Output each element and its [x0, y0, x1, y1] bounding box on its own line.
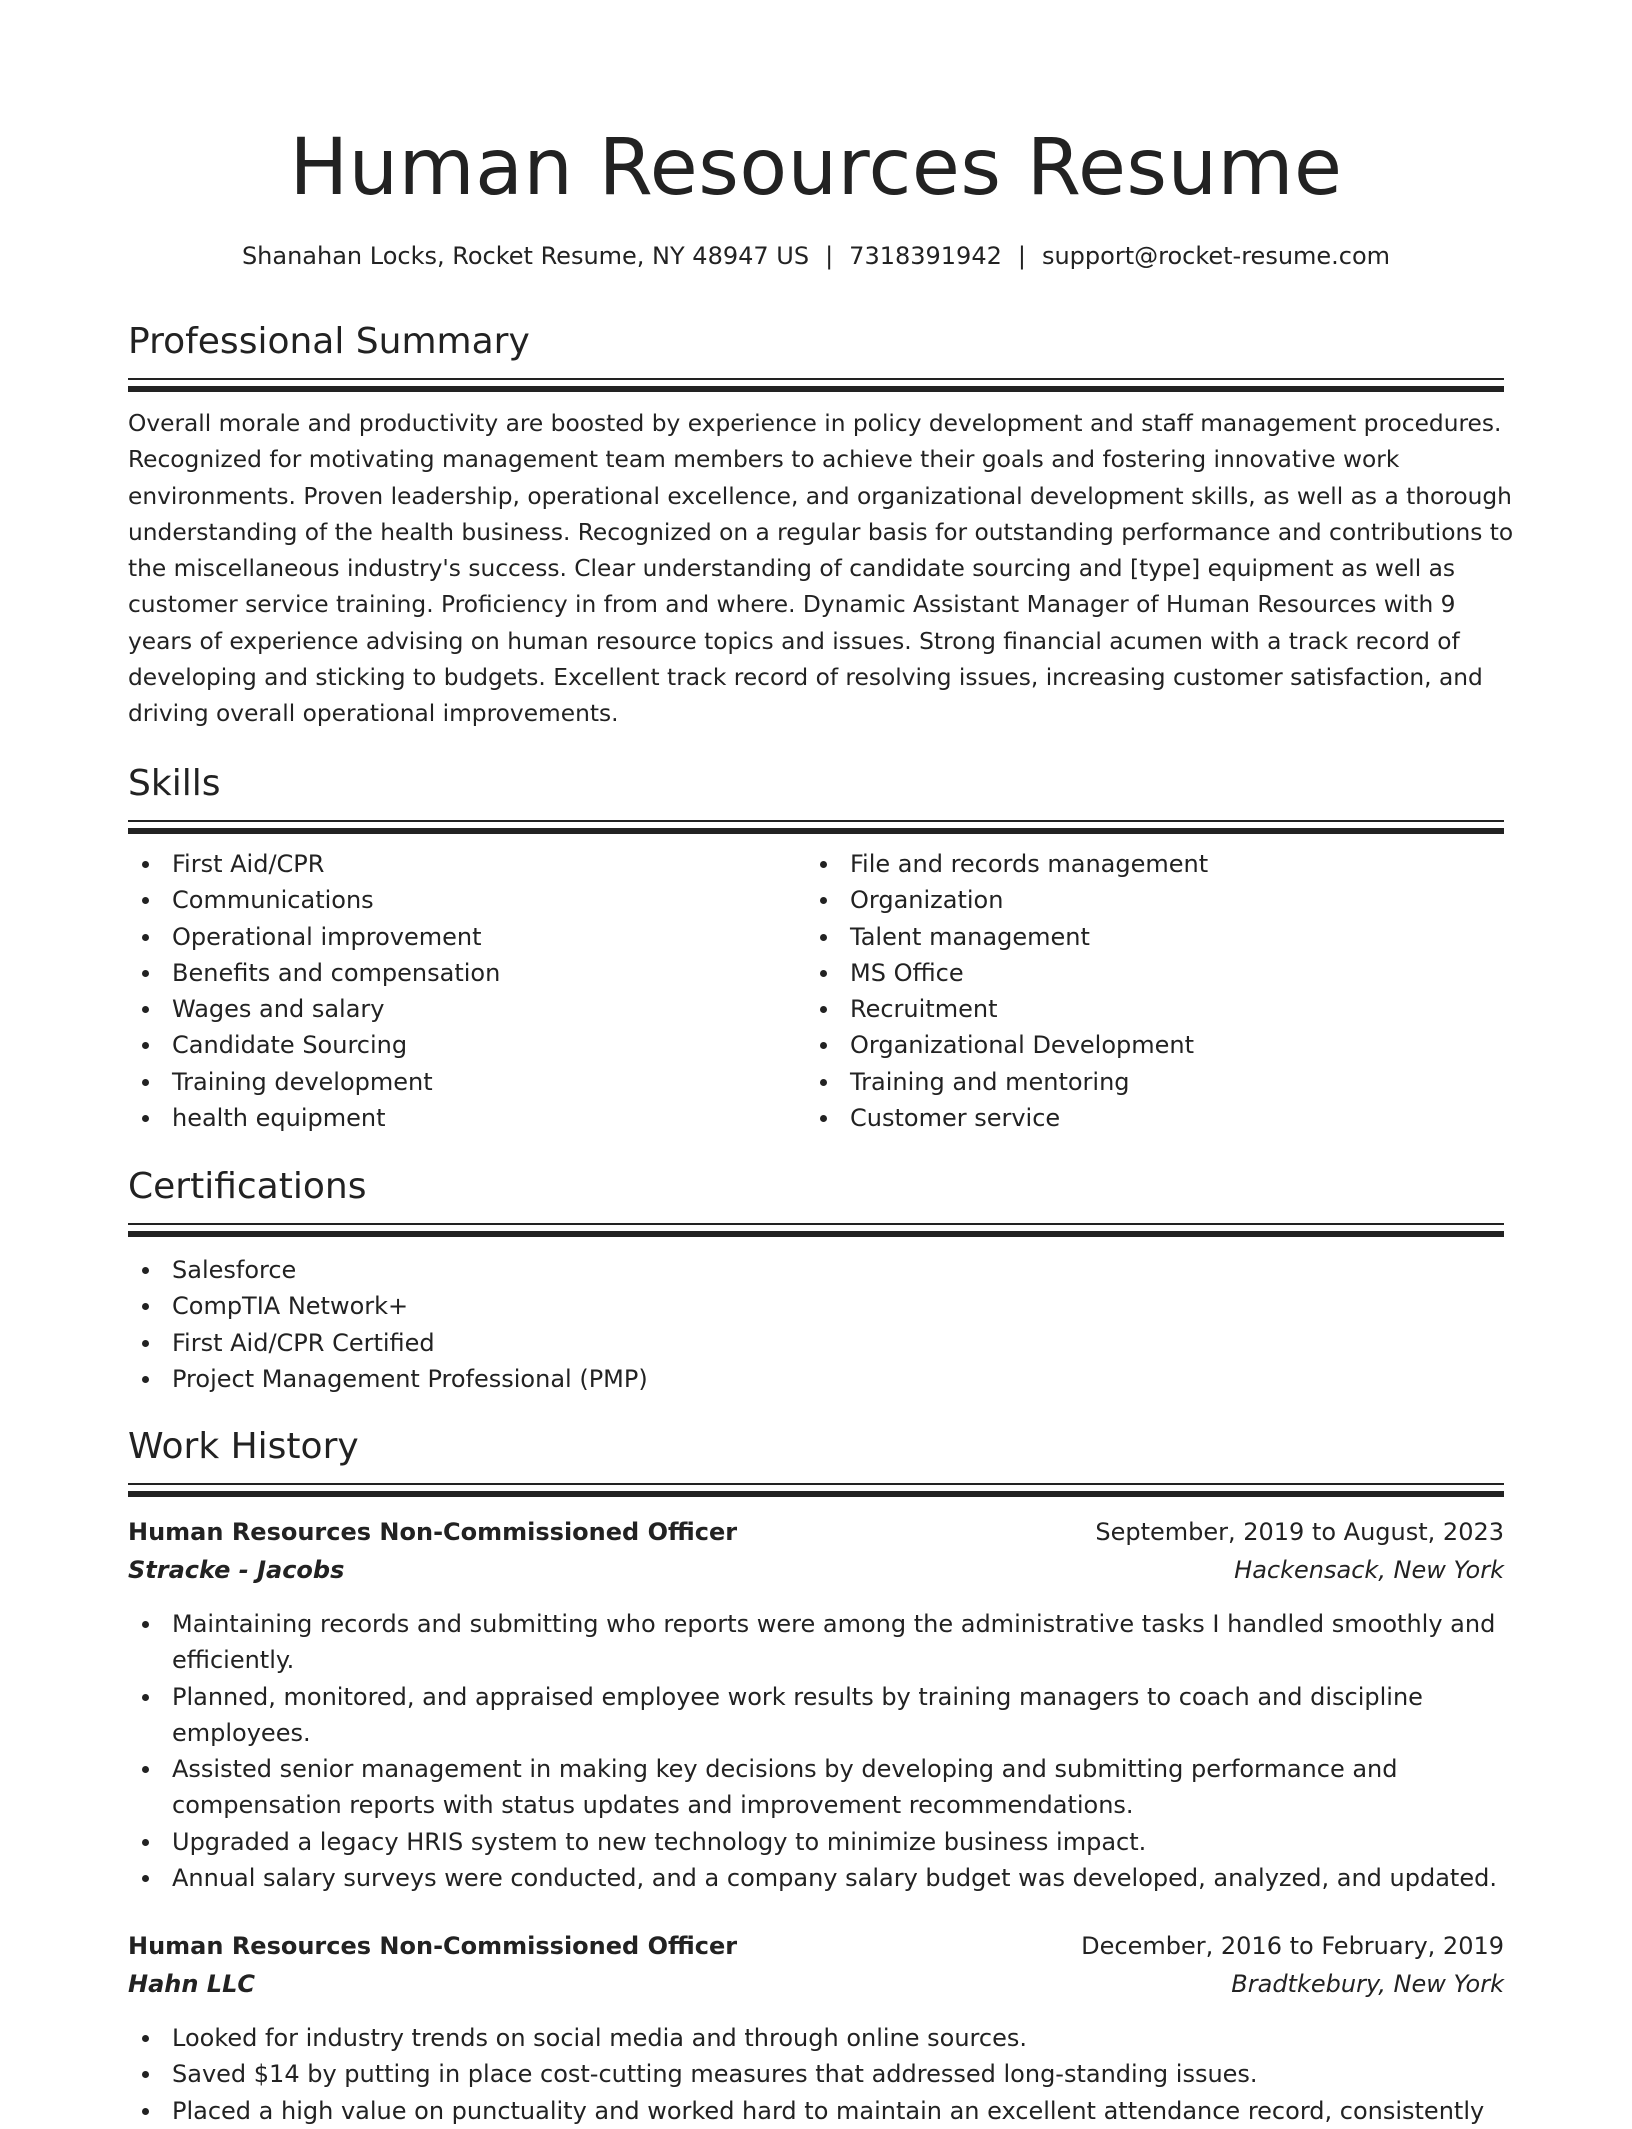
section-heading-skills: Skills [128, 763, 221, 804]
work-history-section [128, 1423, 1504, 1497]
job-title: Human Resources Non-Commissioned Officer [128, 1932, 738, 1960]
job-dates: December, 2016 to February, 2019 [1081, 1932, 1504, 1960]
job-bullet [128, 1860, 1504, 1896]
certifications-list [128, 1252, 1504, 1397]
job-bullet-line: efficiently. [172, 1646, 295, 1675]
skill-item: Organization [806, 882, 1466, 918]
skills-column-right [806, 846, 1466, 1136]
skill-item: Organizational Development [806, 1027, 1466, 1063]
skill-item: Candidate Sourcing [128, 1027, 788, 1063]
job-bullet [128, 2093, 1504, 2129]
summary-text [128, 406, 1514, 733]
contact-separator: | [1017, 242, 1026, 270]
skill-item: health equipment [128, 1100, 788, 1136]
job-location: Bradtkebury, New York [1231, 1970, 1504, 1998]
job-bullet-line: Maintaining records and submitting who reports were among the administrative tasks I handled smoothly and [172, 1610, 1496, 1638]
skill-item: Recruitment [806, 991, 1466, 1027]
summary-line: customer service training. Proficiency in from and where. Dynamic Assistant Manager of Human Resources with 9 [128, 591, 1456, 619]
skills-section [128, 760, 1504, 834]
job-bullet [128, 1824, 1504, 1860]
job-bullet-line: Saved $14 by putting in place cost-cutting measures that addressed long-standing issues. [172, 2060, 1258, 2089]
summary-line: Recognized for motivating management team members to achieve their goals and fostering innovative work [128, 446, 1400, 474]
section-heading-work-history: Work History [128, 1426, 359, 1467]
job-bullet-line: Looked for industry trends on social media and through online sources. [172, 2024, 1027, 2052]
skill-item: Talent management [806, 919, 1466, 955]
job-bullet [128, 1606, 1504, 1679]
summary-line: Overall morale and productivity are boosted by experience in policy development and staff management procedures. [128, 410, 1502, 437]
job-bullet-line: Annual salary surveys were conducted, and a company salary budget was developed, analyzed, and updated. [172, 1864, 1497, 1893]
job-responsibilities [128, 1606, 1504, 1896]
section-heading-certifications: Certifications [128, 1166, 367, 1207]
job-company: Stracke - Jacobs [128, 1556, 345, 1584]
certification-item: CompTIA Network+ [128, 1288, 1504, 1324]
contact-separator: | [825, 242, 834, 270]
job-dates: September, 2019 to August, 2023 [1095, 1518, 1504, 1546]
skill-item: Benefits and compensation [128, 955, 788, 991]
job-company: Hahn LLC [128, 1970, 256, 1998]
skill-item: File and records management [806, 846, 1466, 882]
skill-item: Training development [128, 1064, 788, 1100]
section-divider [128, 1231, 1504, 1237]
skill-item: Operational improvement [128, 919, 788, 955]
summary-line: years of experience advising on human resource topics and issues. Strong financial acumen with a track record of [128, 627, 1460, 655]
skill-item: Customer service [806, 1100, 1466, 1136]
certification-item: Project Management Professional (PMP) [128, 1361, 1504, 1397]
job-bullet-line: Upgraded a legacy HRIS system to new technology to minimize business impact. [172, 1827, 1147, 1856]
section-divider [128, 1491, 1504, 1497]
job-entry-header [128, 1514, 1504, 1584]
skill-item: First Aid/CPR [128, 846, 788, 882]
job-responsibilities [128, 2020, 1504, 2129]
section-heading-summary: Professional Summary [128, 321, 530, 362]
skill-item: Training and mentoring [806, 1064, 1466, 1100]
job-bullet-line: Assisted senior management in making key decisions by developing and submitting performance and [172, 1755, 1398, 1784]
section-divider [128, 820, 1504, 822]
skill-item: Wages and salary [128, 991, 788, 1027]
summary-section [128, 318, 1504, 392]
contact-email: support@rocket-resume.com [1041, 242, 1391, 270]
job-bullet [128, 2020, 1504, 2056]
summary-line: the miscellaneous industry's success. Clear understanding of candidate sourcing and [type] equipment as well as [128, 555, 1456, 583]
section-divider [128, 386, 1504, 392]
job-bullet-line: Planned, monitored, and appraised employee work results by training managers to coach and discipline [172, 1682, 1423, 1711]
section-divider [128, 378, 1504, 380]
skill-item: Communications [128, 882, 788, 918]
section-divider [128, 828, 1504, 834]
job-bullet-line: Placed a high value on punctuality and worked hard to maintain an excellent attendance record, consistently [172, 2096, 1485, 2125]
summary-line: understanding of the health business. Recognized on a regular basis for outstanding performance and contributions to [128, 518, 1514, 546]
contact-address: Shanahan Locks, Rocket Resume, NY 48947 US [241, 242, 810, 270]
job-bullet [128, 1751, 1504, 1824]
job-bullet [128, 1679, 1504, 1752]
summary-line: developing and sticking to budgets. Excellent track record of resolving issues, increasing customer satisfaction, and [128, 664, 1483, 692]
section-divider [128, 1223, 1504, 1225]
summary-line: driving overall operational improvements. [128, 700, 619, 728]
job-bullet-line: compensation reports with status updates and improvement recommendations. [172, 1791, 1134, 1820]
job-entry-header [128, 1928, 1504, 1998]
contact-phone: 7318391942 [849, 242, 1002, 270]
section-divider [128, 1483, 1504, 1485]
job-bullet-line: employees. [172, 1718, 311, 1747]
certification-item: First Aid/CPR Certified [128, 1325, 1504, 1361]
contact-line [128, 238, 1504, 274]
summary-line: environments. Proven leadership, operational excellence, and organizational development skills, as well as a thorough [128, 482, 1512, 510]
certification-item: Salesforce [128, 1252, 1504, 1288]
job-location: Hackensack, New York [1234, 1556, 1504, 1584]
skill-item: MS Office [806, 955, 1466, 991]
certifications-section [128, 1163, 1504, 1237]
skills-column-left [128, 846, 788, 1136]
resume-title: Human Resources Resume [289, 123, 1343, 213]
job-title: Human Resources Non-Commissioned Officer [128, 1518, 738, 1546]
job-bullet [128, 2056, 1504, 2092]
